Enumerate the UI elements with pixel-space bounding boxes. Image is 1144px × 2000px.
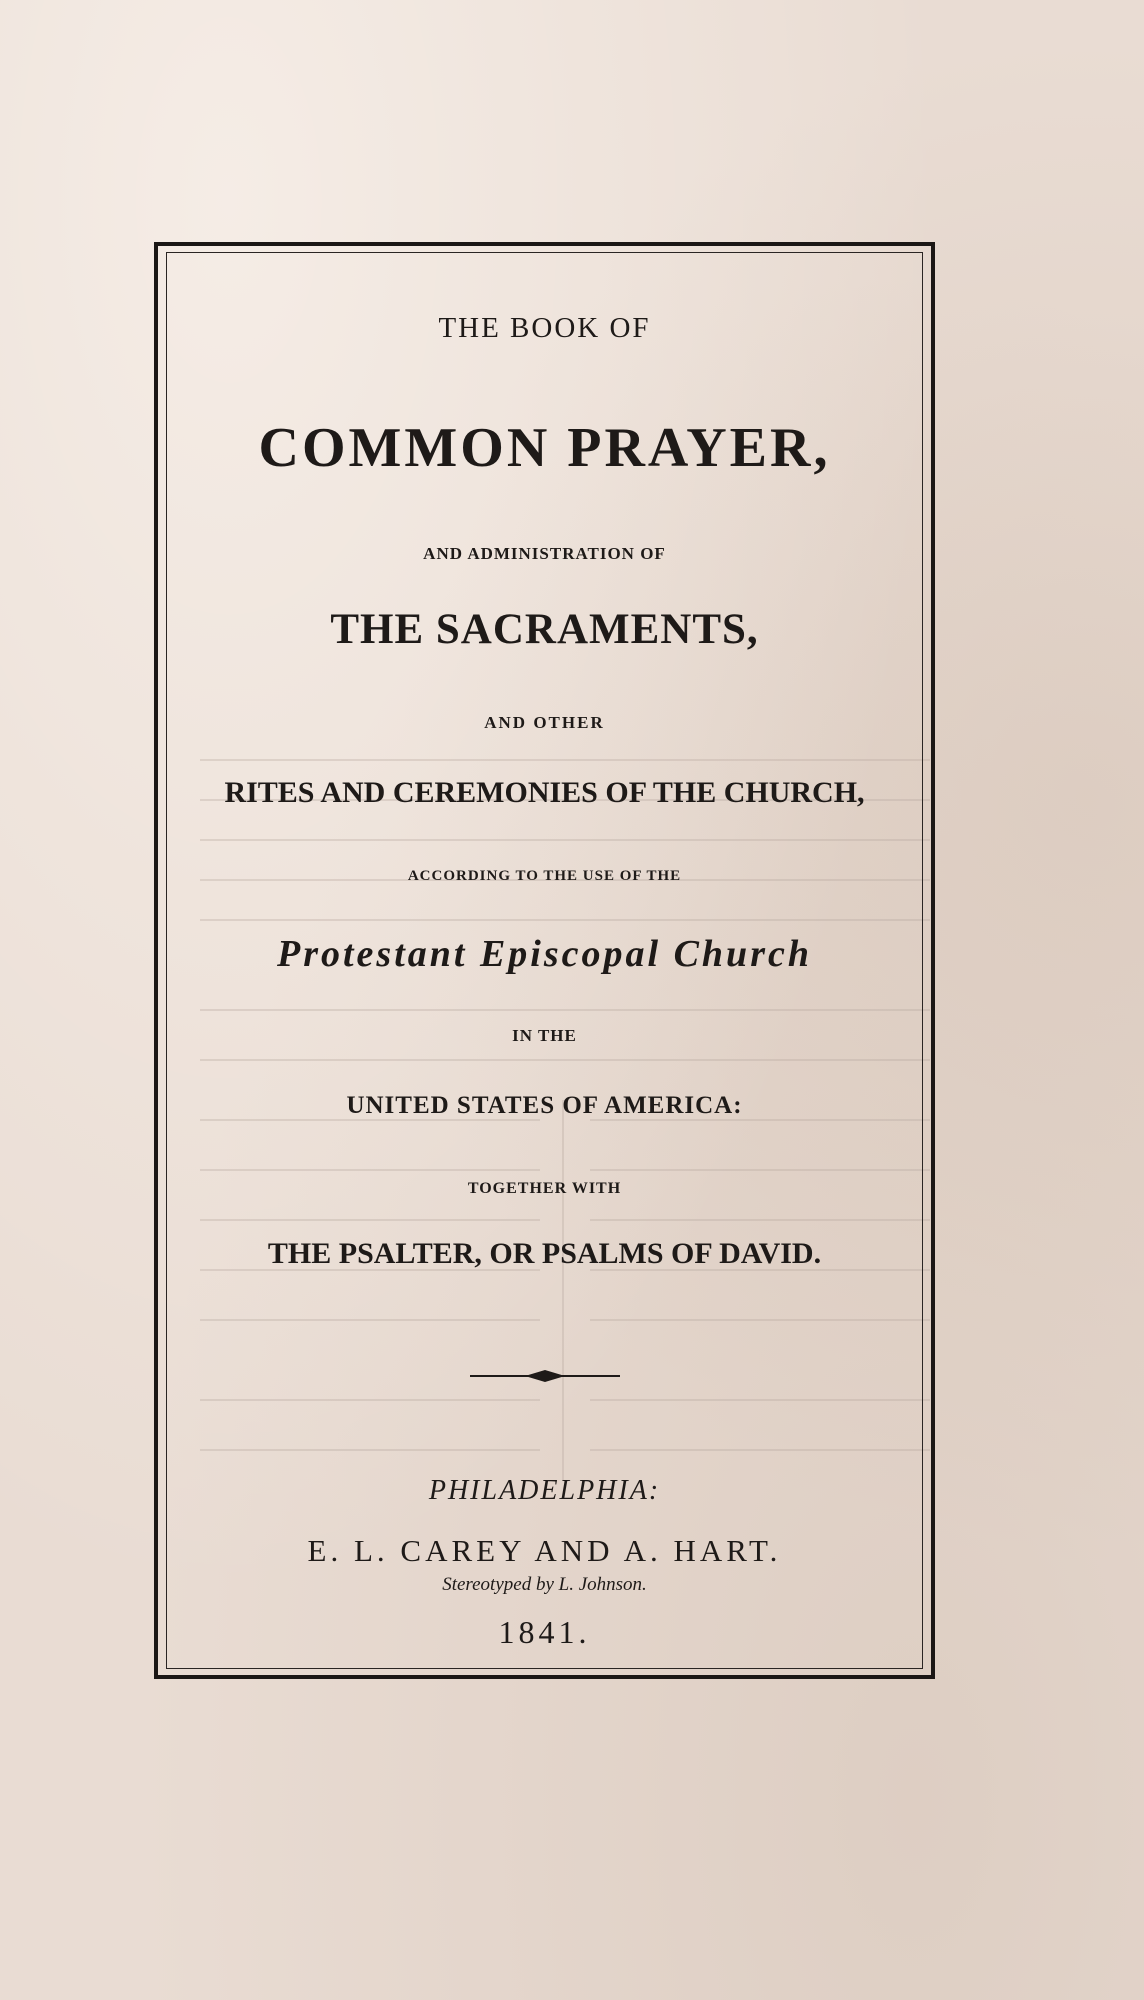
ornament-divider-icon <box>470 1369 620 1383</box>
imprint-publisher: E. L. CAREY AND A. HART. <box>307 1533 782 1568</box>
title-common-prayer: COMMON PRAYER, <box>258 417 831 479</box>
title-rites-ceremonies: RITES AND CEREMONIES OF THE CHURCH, <box>224 776 865 809</box>
title-protestant-episcopal-church: Protestant Episcopal Church <box>277 933 812 975</box>
subtitle-in-the: IN THE <box>512 1026 577 1045</box>
title-line-book-of: THE BOOK OF <box>438 312 651 344</box>
title-united-states: UNITED STATES OF AMERICA: <box>346 1092 743 1119</box>
title-sacraments: THE SACRAMENTS, <box>330 606 759 653</box>
title-page-content <box>166 252 923 1669</box>
subtitle-together-with: TOGETHER WITH <box>467 1180 622 1197</box>
subtitle-administration: AND ADMINISTRATION OF <box>423 544 666 563</box>
imprint-city: PHILADELPHIA: <box>428 1475 661 1506</box>
subtitle-and-other: AND OTHER <box>484 713 605 732</box>
imprint-stereotyper: Stereotyped by L. Johnson. <box>442 1574 647 1595</box>
title-psalter: THE PSALTER, OR PSALMS OF DAVID. <box>267 1237 822 1270</box>
imprint-year: 1841. <box>498 1614 591 1650</box>
subtitle-according: ACCORDING TO THE USE OF THE <box>407 868 682 884</box>
